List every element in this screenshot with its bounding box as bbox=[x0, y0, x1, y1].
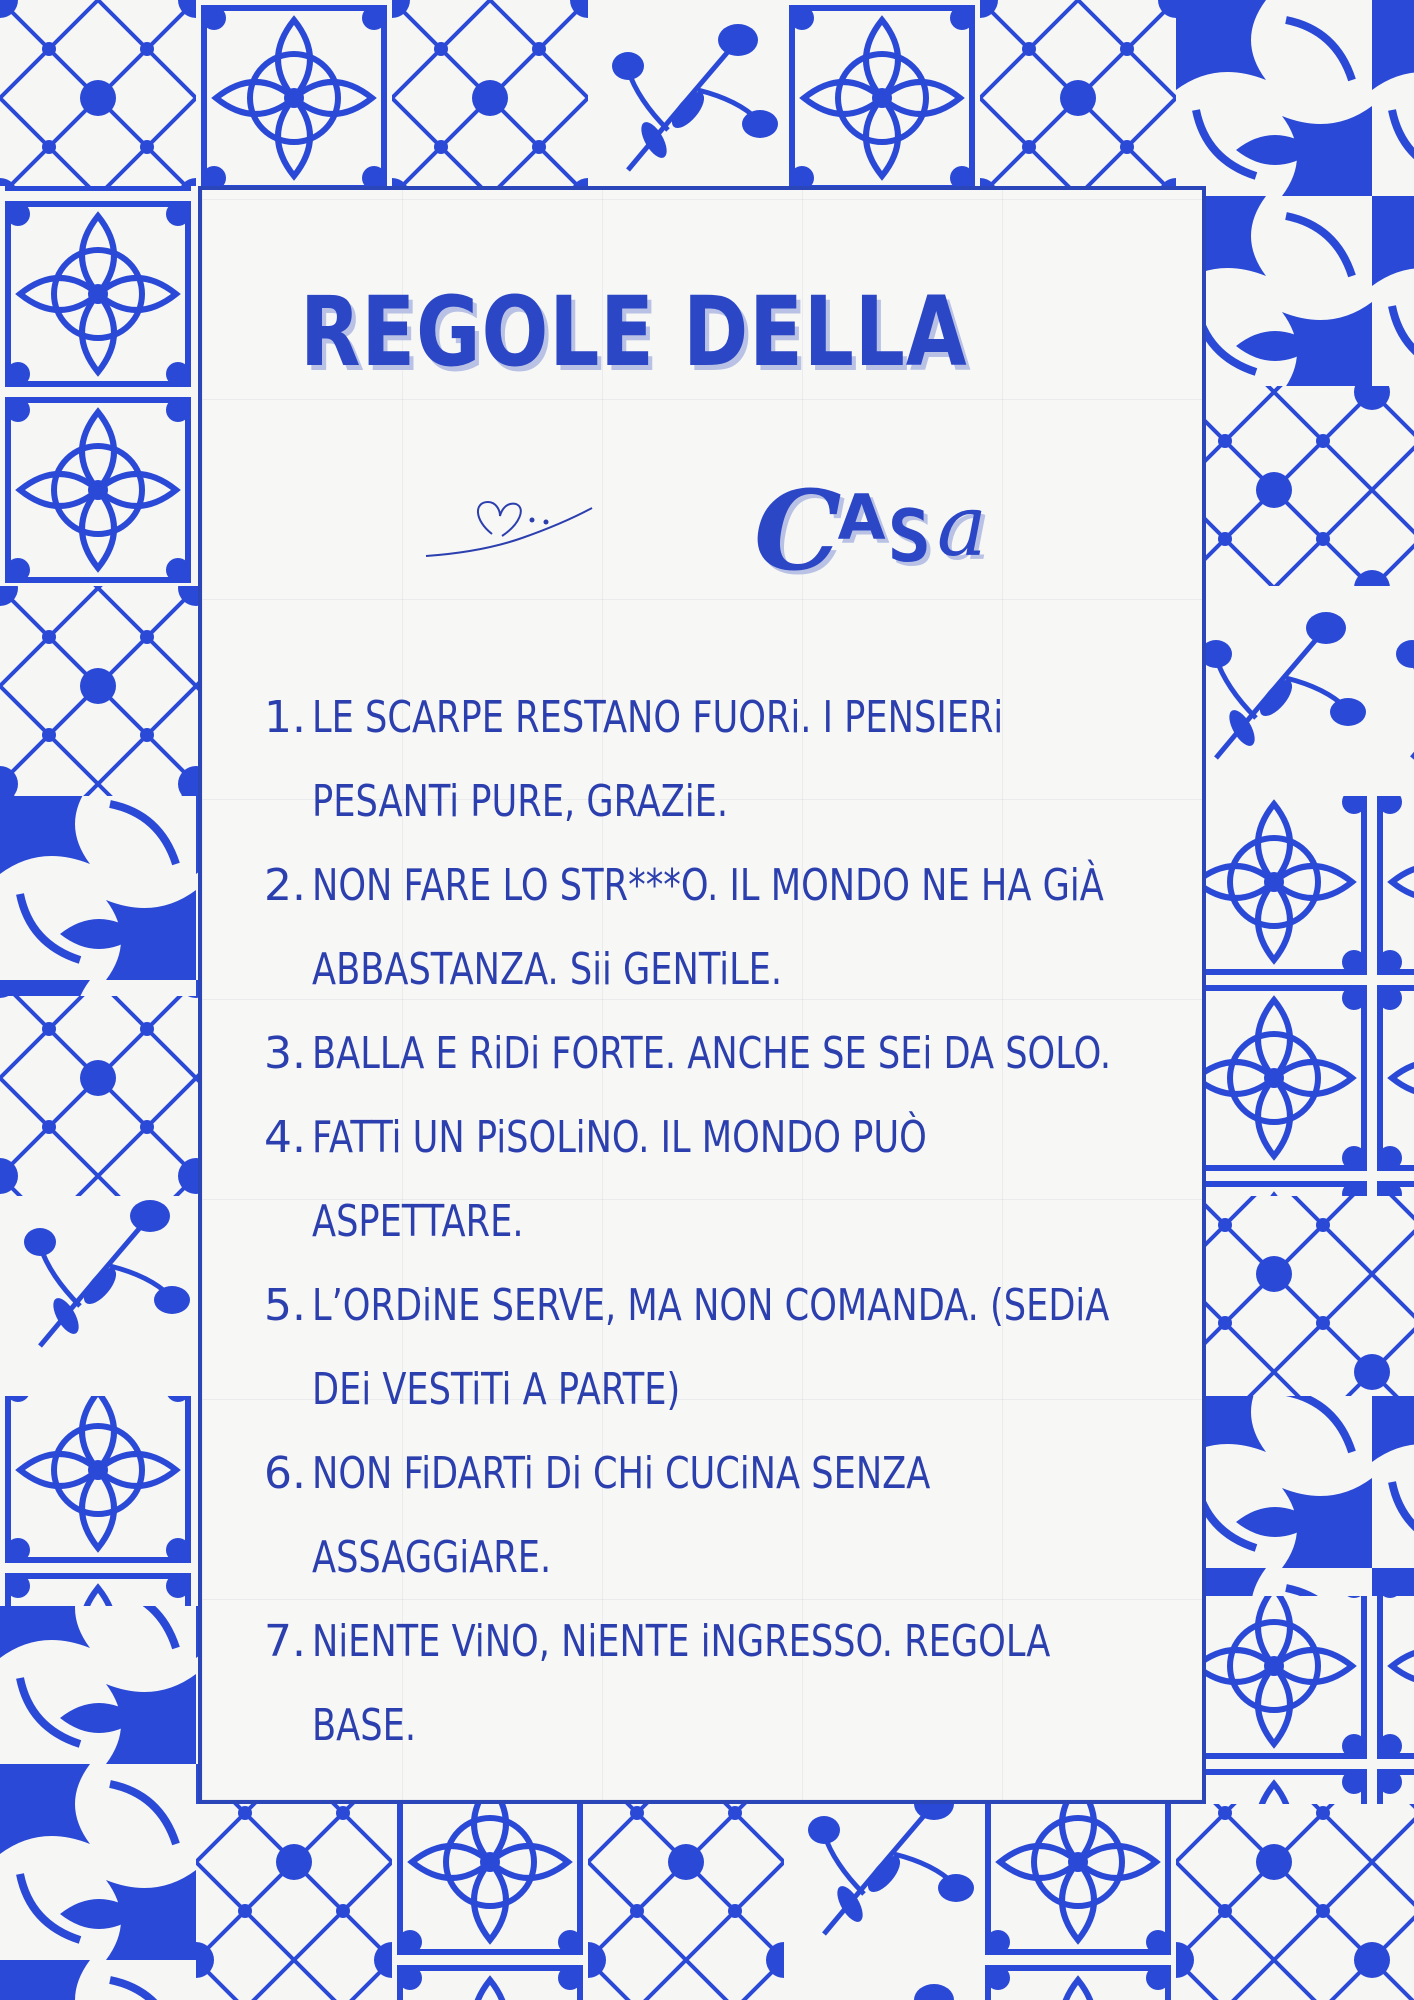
rule-number: 4. bbox=[264, 1112, 306, 1163]
rule-number: 6. bbox=[264, 1448, 306, 1499]
subtitle-letter: a bbox=[936, 477, 987, 575]
poster-subtitle bbox=[754, 466, 987, 595]
rule-number: 1. bbox=[264, 692, 306, 743]
rule-item bbox=[264, 676, 1164, 844]
poster-title: REGOLE DELLA bbox=[300, 276, 968, 388]
rule-item bbox=[264, 1600, 1164, 1768]
rule-item bbox=[264, 844, 1164, 1012]
rule-item bbox=[264, 1432, 1164, 1600]
rule-text: LE SCARPE RESTANO FUORi. I PENSIERi PESANTi PURE, GRAZiE. bbox=[312, 692, 1004, 827]
rule-item bbox=[264, 1264, 1164, 1432]
rule-number: 2. bbox=[264, 860, 306, 911]
subtitle-letter: S bbox=[887, 494, 931, 578]
rule-item bbox=[264, 1096, 1164, 1264]
rule-text: NON FARE LO STR***O. IL MONDO NE HA GiÀ ABBASTANZA. Sii GENTiLE. bbox=[312, 860, 1104, 995]
rule-number: 7. bbox=[264, 1616, 306, 1667]
rule-text: L’ORDiNE SERVE, MA NON COMANDA. (SEDiA DEi VESTiTi A PARTE) bbox=[312, 1280, 1110, 1415]
rule-number: 3. bbox=[264, 1028, 306, 1079]
rule-text: NON FiDARTi Di CHi CUCiNA SENZA ASSAGGiARE. bbox=[312, 1448, 931, 1583]
subtitle-letter: C bbox=[754, 466, 842, 595]
rule-text: FATTi UN PiSOLiNO. IL MONDO PUÒ ASPETTARE. bbox=[312, 1112, 927, 1247]
rule-number: 5. bbox=[264, 1280, 306, 1331]
subtitle-letter: A bbox=[837, 481, 886, 554]
rule-text: NiENTE ViNO, NiENTE iNGRESSO. REGOLA BASE. bbox=[312, 1616, 1051, 1751]
rule-item bbox=[264, 1012, 1164, 1096]
rule-text: BALLA E RiDi FORTE. ANCHE SE SEi DA SOLO. bbox=[312, 1028, 1112, 1079]
rules-list bbox=[264, 676, 1164, 1768]
heart-doodle-icon bbox=[422, 490, 602, 570]
rules-card bbox=[198, 186, 1206, 1804]
